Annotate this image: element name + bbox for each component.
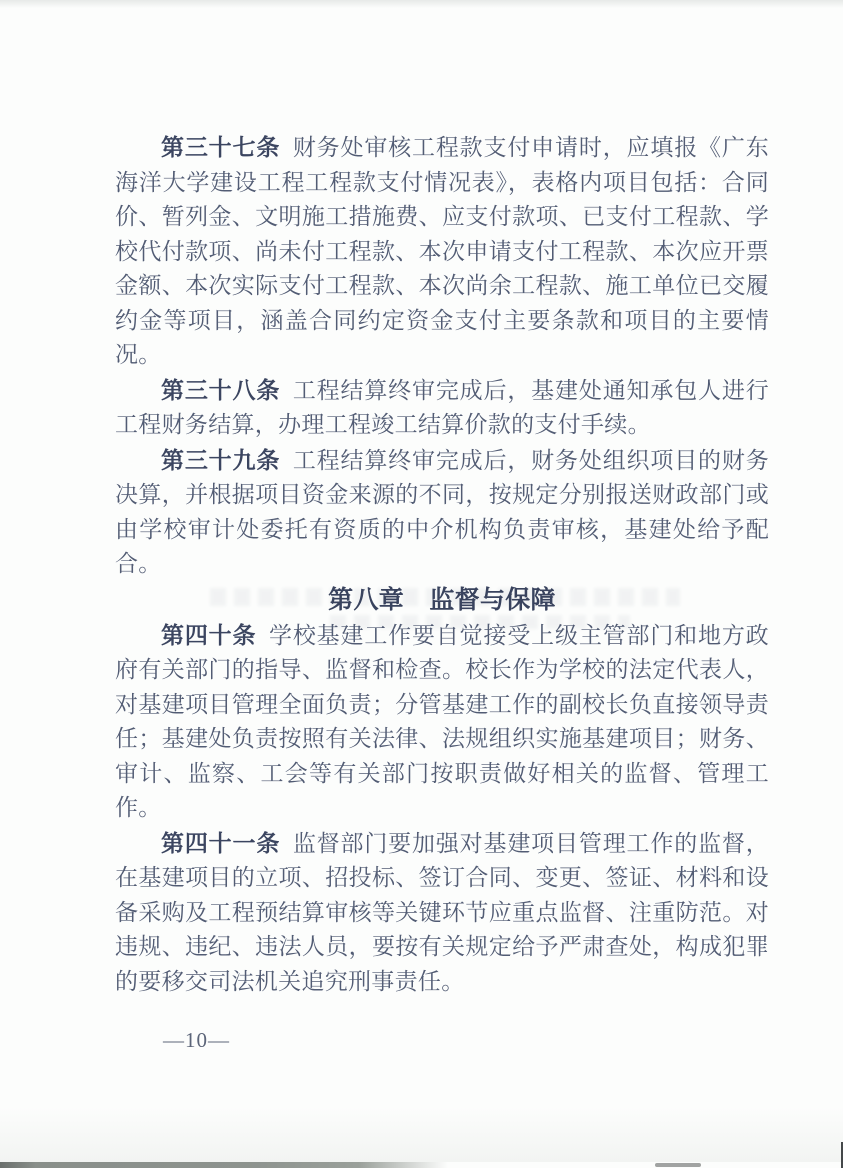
article-37-term: 第三十七条 <box>161 134 281 160</box>
document-body <box>115 130 769 999</box>
article-39-paragraph <box>115 443 769 582</box>
article-40-term: 第四十条 <box>161 621 257 648</box>
article-39-text: 工程结算终审完成后，财务处组织项目的财务决算，并根据项目资金来源的不同，按规定分别报送财政部门或由学校审计处委托有资质的中介机构负责审核，基建处给予配合。 <box>115 447 770 576</box>
article-38-text: 工程结算终审完成后，基建处通知承包人进行工程财务结算，办理工程竣工结算价款的支付手续。 <box>115 377 770 437</box>
article-38-term: 第三十八条 <box>161 376 281 403</box>
article-41-paragraph <box>115 826 769 1000</box>
article-39-term: 第三十九条 <box>161 446 281 473</box>
article-40-text: 学校基建工作要自觉接受上级主管部门和地方政府有关部门的指导、监督和检查。校长作为学校的法定代表人，对基建项目管理全面负责；分管基建工作的副校长负直接领导责任；基建处负责按照有关法律、法规组织实施基建项目；财务、审计、监察、工会等有关部门按职责做好相关的监督、管理工作。 <box>115 622 769 820</box>
article-41-term: 第四十一条 <box>161 829 281 856</box>
article-38-paragraph <box>115 373 769 443</box>
scan-artifact-speck <box>655 1163 701 1167</box>
article-37-paragraph <box>115 130 769 373</box>
page-number: —10— <box>163 1028 230 1052</box>
article-40-paragraph <box>115 618 769 826</box>
scan-bottom-shade <box>0 1107 843 1162</box>
scan-top-tint <box>0 0 843 8</box>
chapter-8-heading: 第八章 监督与保障 <box>328 585 556 614</box>
scan-artifact-bottom-strip <box>0 1162 448 1168</box>
article-37-text: 财务处审核工程款支付申请时，应填报《广东海洋大学建设工程工程款支付情况表》，表格内项目包括：合同价、暂列金、文明施工措施费、应支付款项、已支付工程款、学校代付款项、尚未付工程款、本次申请支付工程款、本次应开票金额、本次实际支付工程款、本次尚余工程款、施工单位已交履约金等项目，涵盖合同约定资金支付主要条款和项目的主要情况。 <box>115 135 770 367</box>
article-41-text: 监督部门要加强对基建项目管理工作的监督，在基建项目的立项、招投标、签订合同、变更、签证、材料和设备采购及工程预结算审核等关键环节应重点监督、注重防范。对违规、违纪、违法人员，要按有关规定给予严肃查处，构成犯罪的要移交司法机关追究刑事责任。 <box>115 830 770 994</box>
